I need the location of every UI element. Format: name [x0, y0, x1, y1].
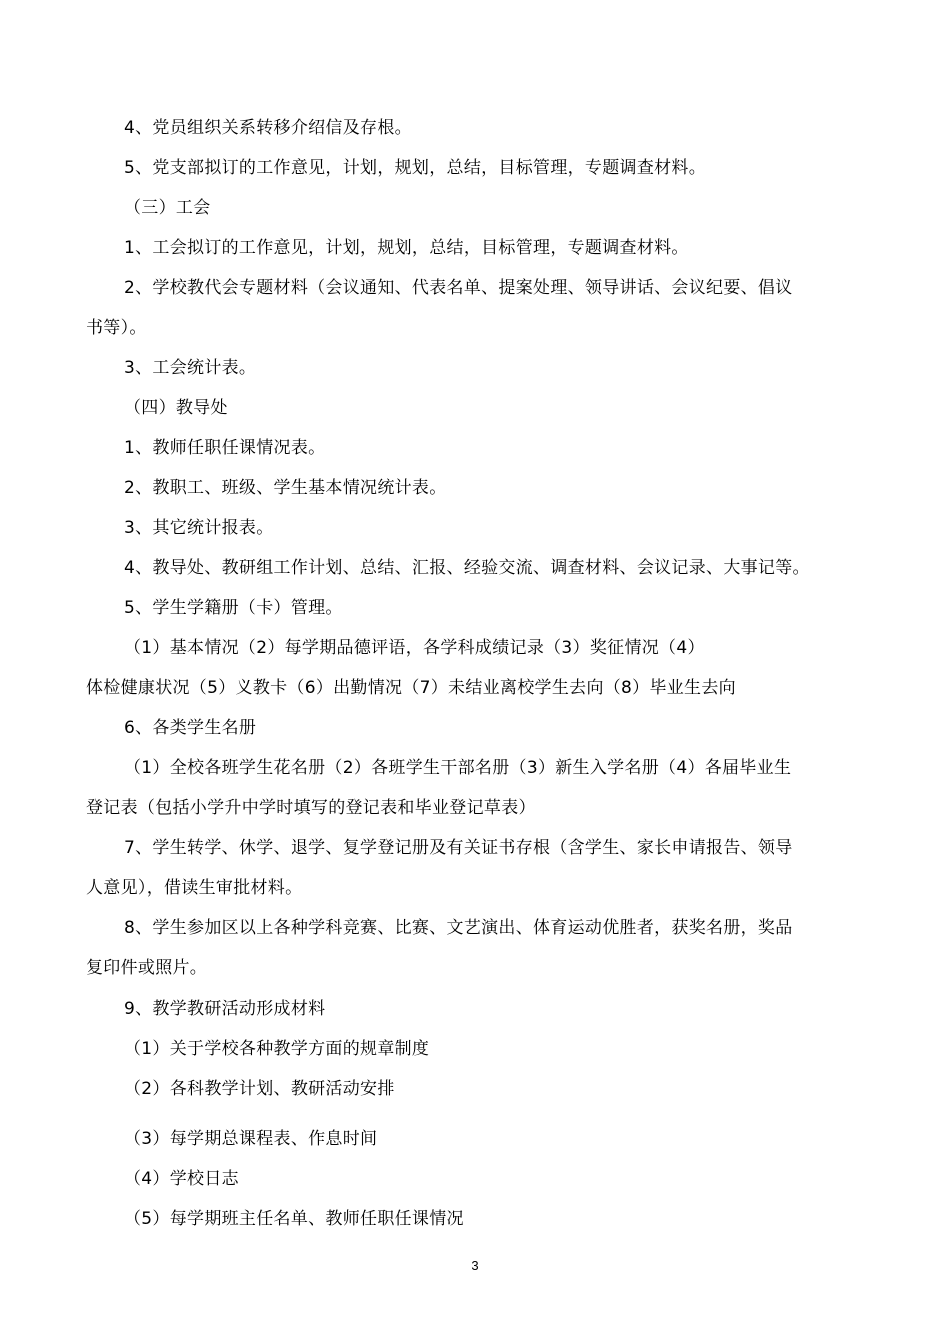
text-line: 3、其它统计报表。 — [124, 518, 274, 538]
text-line: 体检健康状况（5）义教卡（6）出勤情况（7）未结业离校学生去向（8）毕业生去向 — [86, 678, 736, 698]
text-line: 3、工会统计表。 — [124, 358, 257, 378]
text-line: （3）每学期总课程表、作息时间 — [124, 1129, 378, 1149]
text-line: 6、各类学生名册 — [124, 718, 257, 738]
text-line: （2）各科教学计划、教研活动安排 — [124, 1079, 395, 1099]
text-line: 书等）。 — [86, 318, 147, 338]
text-line: （5）每学期班主任名单、教师任职任课情况 — [124, 1209, 464, 1229]
text-line: 登记表（包括小学升中学时填写的登记表和毕业登记草表） — [86, 798, 536, 818]
text-line: 8、学生参加区以上各种学科竞赛、比赛、文艺演出、体育运动优胜者，获奖名册，奖品 — [124, 918, 793, 938]
section-heading: （三）工会 — [124, 198, 211, 218]
text-line: （4）学校日志 — [124, 1169, 239, 1189]
text-line: 4、党员组织关系转移介绍信及存根。 — [124, 118, 412, 138]
page-number: 3 — [471, 1258, 479, 1273]
text-line: 7、学生转学、休学、退学、复学登记册及有关证书存根（含学生、家长申请报告、领导 — [124, 838, 793, 858]
text-line: 1、工会拟订的工作意见，计划，规划，总结，目标管理，专题调查材料。 — [124, 238, 689, 258]
text-line: 9、教学教研活动形成材料 — [124, 999, 326, 1019]
text-line: 5、学生学籍册（卡）管理。 — [124, 598, 343, 618]
text-line: 1、教师任职任课情况表。 — [124, 438, 326, 458]
section-heading: （四）教导处 — [124, 398, 228, 418]
text-line: （1）基本情况（2）每学期品德评语，各学科成绩记录（3）奖征情况（4） — [124, 638, 705, 658]
text-line: 复印件或照片。 — [86, 958, 208, 978]
text-line: 2、学校教代会专题材料（会议通知、代表名单、提案处理、领导讲话、会议纪要、倡议 — [124, 278, 793, 298]
text-line: 2、教职工、班级、学生基本情况统计表。 — [124, 478, 447, 498]
text-line: 人意见），借读生审批材料。 — [86, 878, 303, 898]
text-line: （1）全校各班学生花名册（2）各班学生干部名册（3）新生入学名册（4）各届毕业生 — [124, 758, 792, 778]
text-line: 5、党支部拟订的工作意见，计划，规划，总结，目标管理，专题调查材料。 — [124, 158, 707, 178]
text-line: 4、教导处、教研组工作计划、总结、汇报、经验交流、调查材料、会议记录、大事记等。 — [124, 558, 810, 578]
text-line: （1）关于学校各种教学方面的规章制度 — [124, 1039, 430, 1059]
